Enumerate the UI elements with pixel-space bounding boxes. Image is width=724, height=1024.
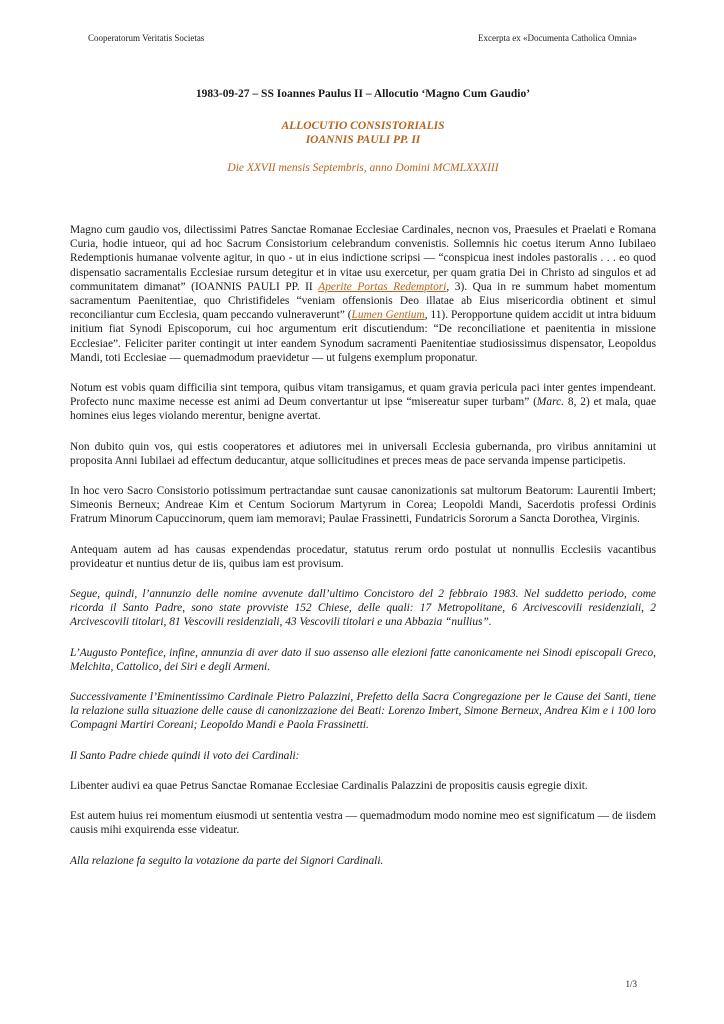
paragraph-2 (70, 381, 656, 424)
link-lumen-gentium[interactable]: Lumen Gentium (351, 309, 425, 322)
paragraph-3: Non dubito quin vos, qui estis cooperatores et adiutores mei in universali Ecclesia gubernanda, pro viribus annitamini ut proposita Anni Iubilaei ad effectum deducantur, atque sollicitudines et preces meas de pace servanda impense participetis. (70, 440, 656, 467)
paragraph-1 (70, 223, 656, 365)
paragraph-1-text-a: Magno cum gaudio vos, dilectissimi Patres Sanctae Romanae Ecclesiae Cardinales, necnon vos, Praesules et Praelati e Romana Curia, hodie intueor, qui ad hoc Sacrum Consistorium celebrandum convenistis. Sollemnis hic coetus iterum Anno Iubilaeo Redemptionis humanae volvente agitur, in quo - ut in eius indictione scripsi — “conspicua inest indoles pastoralis . . . eo quod dispensatio sacramentalis Ecclesiae rursum detegitur et in vitae usu exercetur, per quam gratia Dei in Christo ad singulos et ad communitatem dimanat” (IOANNIS PAULI PP. II (70, 224, 656, 293)
header-left: Cooperatorum Veritatis Societas (88, 33, 205, 43)
paragraph-4: In hoc vero Sacro Consistorio potissimum pertractandae sunt causae canonizationis sat multorum Beatorum: Laurentii Imbert; Simeonis Berneux; Andreae Kim et Centum Sociorum Martyrum in Corea; Leopoldi Mandi, Sacerdotis professi Ordinis Fratrum Minorum Capuccinorum, quem iam memoravi; Paulae Frassinetti, Fundatricis Sororum a Sancta Dorothea, Virginis. (70, 485, 656, 526)
subtitle-date: Die XXVII mensis Septembris, anno Domini MCMLXXXIII (227, 162, 499, 174)
subtitle-line2: IOANNIS PAULI PP. II (305, 134, 421, 146)
paragraph-2-text-a: Notum est vobis quam difficilia sint tempora, quibus vitam transigamus, et quam gravia pericula paci inter gentes impendeant. Profecto nunc maxime necesse est animi ad Deum convertantur ut ipse “misereatur super turbam” ( (70, 382, 656, 409)
paragraph-2-reference: Marc. (536, 396, 565, 409)
header-right: Excerpta ex «Documenta Catholica Omnia» (478, 33, 637, 43)
paragraph-5: Antequam autem ad has causas expendendas procedatur, statutus rerum ordo postulat ut nonnullis Ecclesiis vacantibus provideatur et nuntius detur de iis, quibus iam est provisum. (70, 543, 656, 570)
paragraph-1-text-b: , 3). Qua in re summum habet momentum sacramentum Paenitentiae, quo Christifideles “veniam offensionis Deo illatae ab Eius misericordia obtinent et simul reconciliantur cum Ecclesia, quam peccando vulneraverunt” ( (70, 280, 657, 322)
paragraph-7: L’Augusto Pontefice, infine, annunzia di aver dato il suo assenso alle elezioni fatte canonicamente nei Sinodi episcopali Greco, Melchita, Cattolico, dei Siri e degli Armeni. (70, 646, 656, 673)
paragraph-10: Libenter audivi ea quae Petrus Sanctae Romanae Ecclesiae Cardinalis Palazzini de propositis causis egregie dixit. (70, 779, 588, 792)
subtitle-block (70, 119, 656, 147)
paragraph-1-text-c: , 11). Peropportune quidem accidit ut intra biduum initium fiat Synodi Episcoporum, cui hoc argumentum erit discutiendum: “De reconciliatione et paenitentia in missione Ecclesiae”. Feliciter pariter contingit ut inter eandem Synodum sacramenti Paenitentiae studiosissimus dispensator, Leopoldus Mandi, toti Ecclesiae — quemadmodum praevidetur — ut fulgens exemplum proponatur. (70, 309, 656, 364)
document-body (70, 223, 656, 884)
paragraph-11: Est autem huius rei momentum eiusmodi ut sententia vestra — quemadmodum modo nomine meo est significatum — de iisdem causis mihi exquirenda esse videatur. (70, 810, 656, 837)
paragraph-12: Alla relazione fa seguito la votazione da parte dei Signori Cardinali. (70, 854, 384, 867)
paragraph-9: Il Santo Padre chiede quindi il voto dei Cardinali: (70, 749, 300, 762)
document-title: 1983-09-27 – SS Ioannes Paulus II – Allocutio ‘Magno Cum Gaudio’ (195, 88, 531, 100)
link-aperite-portas-redemptori[interactable]: Aperite Portas Redemptori (318, 280, 447, 293)
page-number: 1/3 (625, 979, 637, 989)
paragraph-6: Segue, quindi, l’annunzio delle nomine avvenute dall’ultimo Concistoro del 2 febbraio 1983. Nel suddetto periodo, come ricorda il Santo Padre, sono state provviste 152 Chiese, delle quali: 17 Metropolitane, 6 Arcivescovili residenziali, 2 Arcivescovili titolari, 81 Vescovili residenziali, 43 Vescovili titolari e una Abbazia “nullius”. (70, 588, 656, 629)
paragraph-2-text-b: 8, 2) et mala, quae homines eius leges violando merentur, benigne avertat. (70, 396, 656, 423)
subtitle-line1: ALLOCUTIO CONSISTORIALIS (281, 120, 445, 132)
paragraph-8: Successivamente l’Eminentissimo Cardinale Pietro Palazzini, Prefetto della Sacra Congregazione per le Cause dei Santi, tiene la relazione sulla situazione delle cause di canonizzazione dei Beati: Lorenzo Imbert, Simone Berneux, Andrea Kim e i 100 loro Compagni Martiri Coreani; Leopoldo Mandi e Paola Frassinetti. (70, 691, 656, 732)
